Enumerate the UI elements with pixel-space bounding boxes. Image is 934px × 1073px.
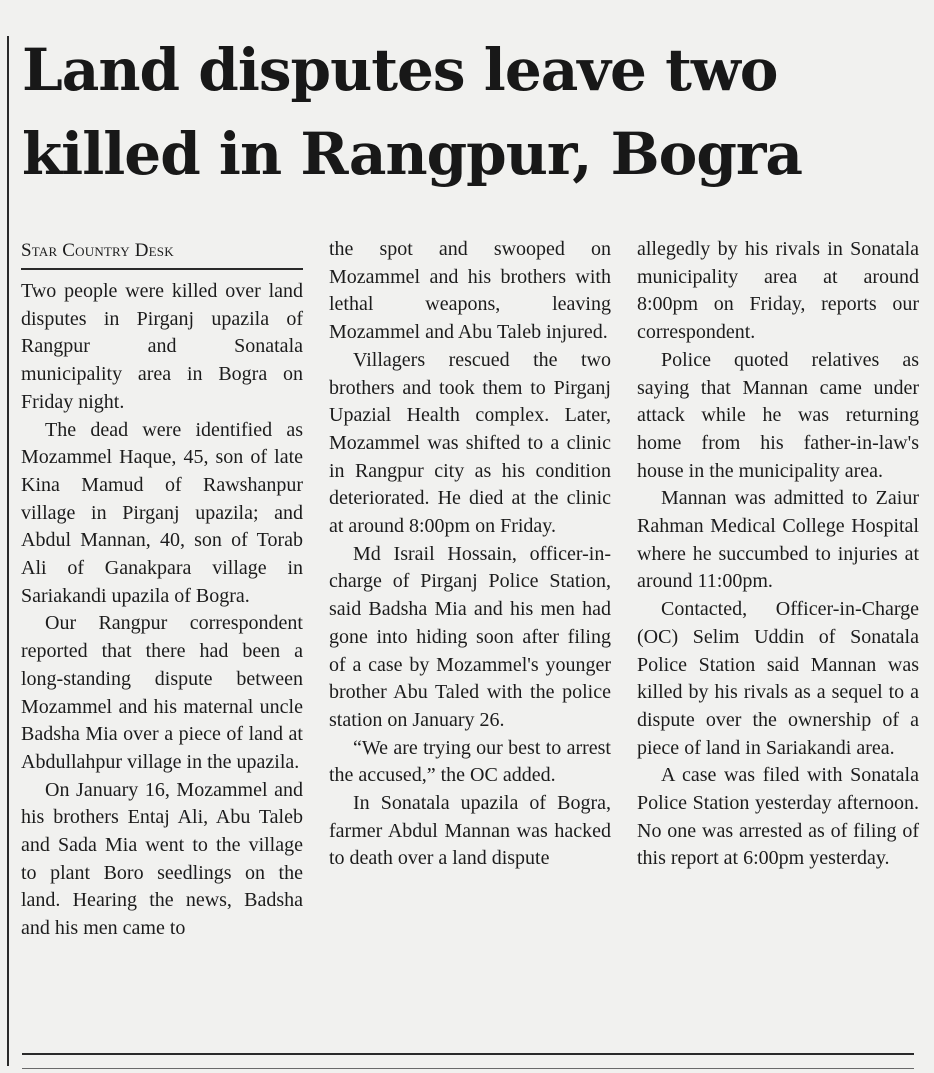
paragraph: In Sonatala upazila of Bogra, farmer Abdul Mannan was hacked to death over a land dispute: [329, 792, 611, 870]
headline: [22, 28, 927, 196]
left-column-rule: [7, 36, 9, 1066]
paragraph: Contacted, Officer-in-Charge (OC) Selim Uddin of Sonatala Police Station said Mannan was killed by his rivals as a sequel to a dispute over the ownership of a piece of land in Sariakandi area.: [637, 598, 919, 759]
paragraph: The dead were identified as Mozammel Haque, 45, son of late Kina Mamud of Rawshanpur village in Pirganj upazila; and Abdul Mannan, 40, son of Torab Ali of Ganakpara village in Sariakandi upazila of Bogra.: [21, 418, 303, 607]
headline-line-1: Land disputes leave two: [22, 36, 778, 104]
paragraph: On January 16, Mozammel and his brothers Entaj Ali, Abu Taleb and Sada Mia went to the village to plant Boro seedlings on the land. Hearing the news, Badsha and his men came to: [21, 778, 303, 940]
paragraph: A case was filed with Sonatala Police Station yesterday afternoon. No one was arrested as of filing of this report at 6:00pm yesterday.: [637, 764, 919, 870]
paragraph: Mannan was admitted to Zaiur Rahman Medical College Hospital where he succumbed to injuries at around 11:00pm.: [637, 487, 919, 593]
article-column-3: [637, 236, 919, 873]
paragraph: the spot and swooped on Mozammel and his brothers with lethal weapons, leaving Mozammel and Abu Taleb injured.: [329, 238, 611, 344]
paragraph: Two people were killed over land disputes in Pirganj upazila of Rangpur and Sonatala municipality area in Bogra on Friday night.: [21, 280, 303, 413]
paragraph: “We are trying our best to arrest the accused,” the OC added.: [329, 736, 611, 787]
paragraph: Police quoted relatives as saying that Mannan came under attack while he was returning home from his father-in-law's house in the municipality area.: [637, 348, 919, 482]
paragraph: Villagers rescued the two brothers and took them to Pirganj Upazial Health complex. Later, Mozammel was shifted to a clinic in Rangpur city as his condition deteriorated. He died at the clinic at around 8:00pm on Friday.: [329, 348, 611, 538]
byline: Star Country Desk: [21, 236, 303, 270]
article-column-2: [329, 236, 611, 873]
paragraph: Md Israil Hossain, officer-in-charge of Pirganj Police Station, said Badsha Mia and his men had gone into hiding soon after filing of a case by Mozammel's younger brother Abu Taled with the police station on January 26.: [329, 542, 611, 731]
headline-line-2: killed in Rangpur, Bogra: [22, 120, 803, 188]
paragraph: Our Rangpur correspondent reported that there had been a long-standing dispute between Mozammel and his maternal uncle Badsha Mia over a piece of land at Abdullahpur village in the upazila.: [21, 612, 303, 773]
bottom-rule-thin: [22, 1068, 914, 1069]
bottom-rule: [22, 1053, 914, 1055]
article-column-1: [21, 236, 303, 943]
paragraph: allegedly by his rivals in Sonatala municipality area at around 8:00pm on Friday, reports our correspondent.: [637, 238, 919, 344]
